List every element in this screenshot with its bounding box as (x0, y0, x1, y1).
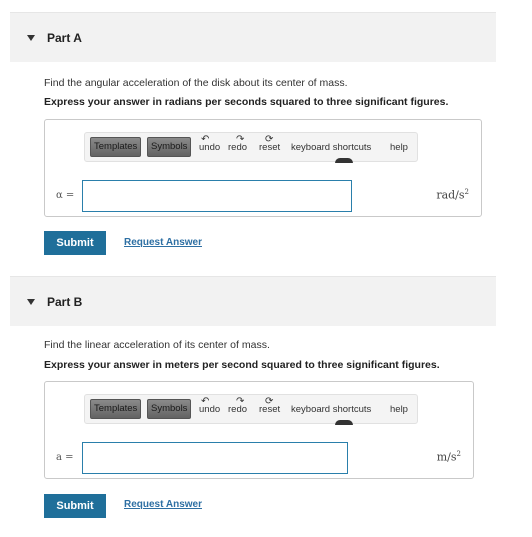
part-a-prompt: Find the angular acceleration of the disk about its center of mass. (44, 77, 348, 89)
part-b-instruction: Express your answer in meters per second squared to three significant figures. (44, 359, 440, 371)
part-b-unit (437, 450, 461, 464)
part-a-request-answer-link[interactable]: Request Answer (124, 237, 202, 248)
part-a-unit-base: rad/s (436, 188, 465, 202)
part-b-toolbar (84, 394, 418, 424)
undo-icon: ↶ (201, 396, 210, 407)
keyboard-icon (335, 420, 353, 425)
symbols-button[interactable]: Symbols (147, 399, 191, 419)
part-a-submit-button[interactable]: Submit (44, 231, 106, 255)
part-b-variable-label: a = (56, 452, 74, 463)
part-a-unit-exponent: 2 (464, 188, 469, 196)
part-b-unit-exponent: 2 (456, 450, 461, 458)
part-b-submit-button[interactable]: Submit (44, 494, 106, 518)
caret-down-icon[interactable] (27, 35, 35, 41)
part-b-unit-base: m/s (436, 450, 457, 464)
part-a-answer-box (44, 119, 482, 217)
symbols-button[interactable]: Symbols (147, 137, 191, 157)
part-a-header[interactable] (10, 12, 496, 62)
part-b-answer-box (44, 381, 474, 479)
part-a-title: Part A (47, 30, 82, 45)
templates-button[interactable]: Templates (90, 137, 141, 157)
reset-button[interactable]: reset (259, 404, 281, 415)
reset-button[interactable]: reset (259, 142, 281, 153)
part-b-answer-input[interactable] (82, 442, 348, 474)
keyboard-shortcuts-button[interactable]: keyboard shortcuts (291, 142, 372, 153)
part-a-answer-input[interactable] (82, 180, 352, 212)
part-a-toolbar (84, 132, 418, 162)
redo-icon: ↷ (236, 396, 245, 407)
undo-button[interactable]: undo (199, 404, 221, 415)
part-b-request-answer-link[interactable]: Request Answer (124, 499, 202, 510)
part-a-unit (436, 188, 469, 202)
part-b-prompt: Find the linear acceleration of its center of mass. (44, 339, 270, 351)
help-button[interactable]: help (390, 404, 408, 415)
redo-button[interactable]: redo (228, 404, 248, 415)
part-b-header[interactable] (10, 276, 496, 326)
keyboard-shortcuts-button[interactable]: keyboard shortcuts (291, 404, 372, 415)
redo-button[interactable]: redo (228, 142, 248, 153)
caret-down-icon[interactable] (27, 299, 35, 305)
undo-button[interactable]: undo (199, 142, 221, 153)
part-a-instruction: Express your answer in radians per seconds squared to three significant figures. (44, 96, 449, 108)
part-b-title: Part B (47, 294, 83, 309)
help-button[interactable]: help (390, 142, 408, 153)
templates-button[interactable]: Templates (90, 399, 141, 419)
redo-icon: ↷ (236, 134, 245, 145)
reset-icon: ⟳ (265, 396, 274, 407)
part-a-variable-label: α = (56, 190, 75, 201)
undo-icon: ↶ (201, 134, 210, 145)
reset-icon: ⟳ (265, 134, 274, 145)
keyboard-icon (335, 158, 353, 163)
